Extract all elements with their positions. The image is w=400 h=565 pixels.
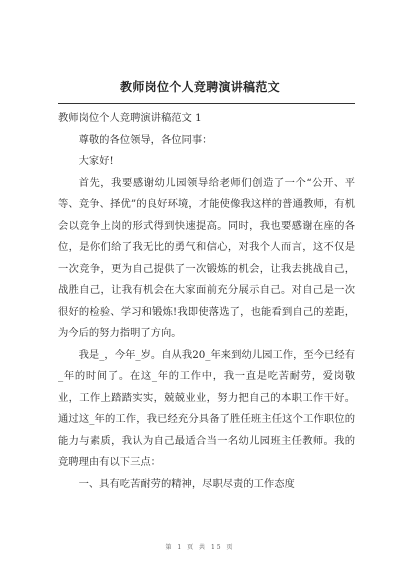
paragraph-thanks: 首先，我要感谢幼儿园领导给老师们创造了一个“公开、平等、竞争、择优”的良好环境，才能使像我这样的普通教师，有机会以竞争上岗的形式得到快速提高。同时，我也要感谢在座的各位，是你们给了我无比的勇气和信心，对我个人而言，这不仅是一次竞争，更为自己提供了一次锻炼的机会，让我去挑战自己，战胜自己，让我有机会在大家面前充分展示自己。对自己是一次很好的检验、学习和锻炼!我即使落选了，也能看到自己的差距，为今后的努力指明了方向。 — [58, 176, 355, 339]
title-divider — [58, 103, 355, 104]
paragraph-greeting: 大家好! — [78, 155, 114, 167]
document-title: 教师岗位个人竞聘演讲稿范文 — [120, 80, 280, 94]
subheading: 教师岗位个人竞聘演讲稿范文 1 — [58, 112, 202, 124]
paragraph-reason-one: 一、具有吃苦耐劳的精神，尽职尽责的工作态度 — [78, 477, 295, 490]
page-footer: 第 1 页 共 15 页 — [165, 544, 235, 551]
document-body — [58, 108, 355, 495]
paragraph-self-intro: 我是_，今年_岁。自从我20_年来到幼儿园工作，至今已经有_年的时间了。在这_年的工作中，我一直是吃苦耐劳，爱岗敬业，工作上踏踏实实，兢兢业业，努力把自己的本职工作干好。通过这_年的工作，我已经充分具备了胜任班主任这个工作职位的能力与素质，我认为自己最适合当一名幼儿园班主任教师。我的竞聘理由有以下三点： — [58, 348, 355, 468]
paragraph-salutation: 尊敬的各位领导，各位同事： — [78, 133, 213, 146]
